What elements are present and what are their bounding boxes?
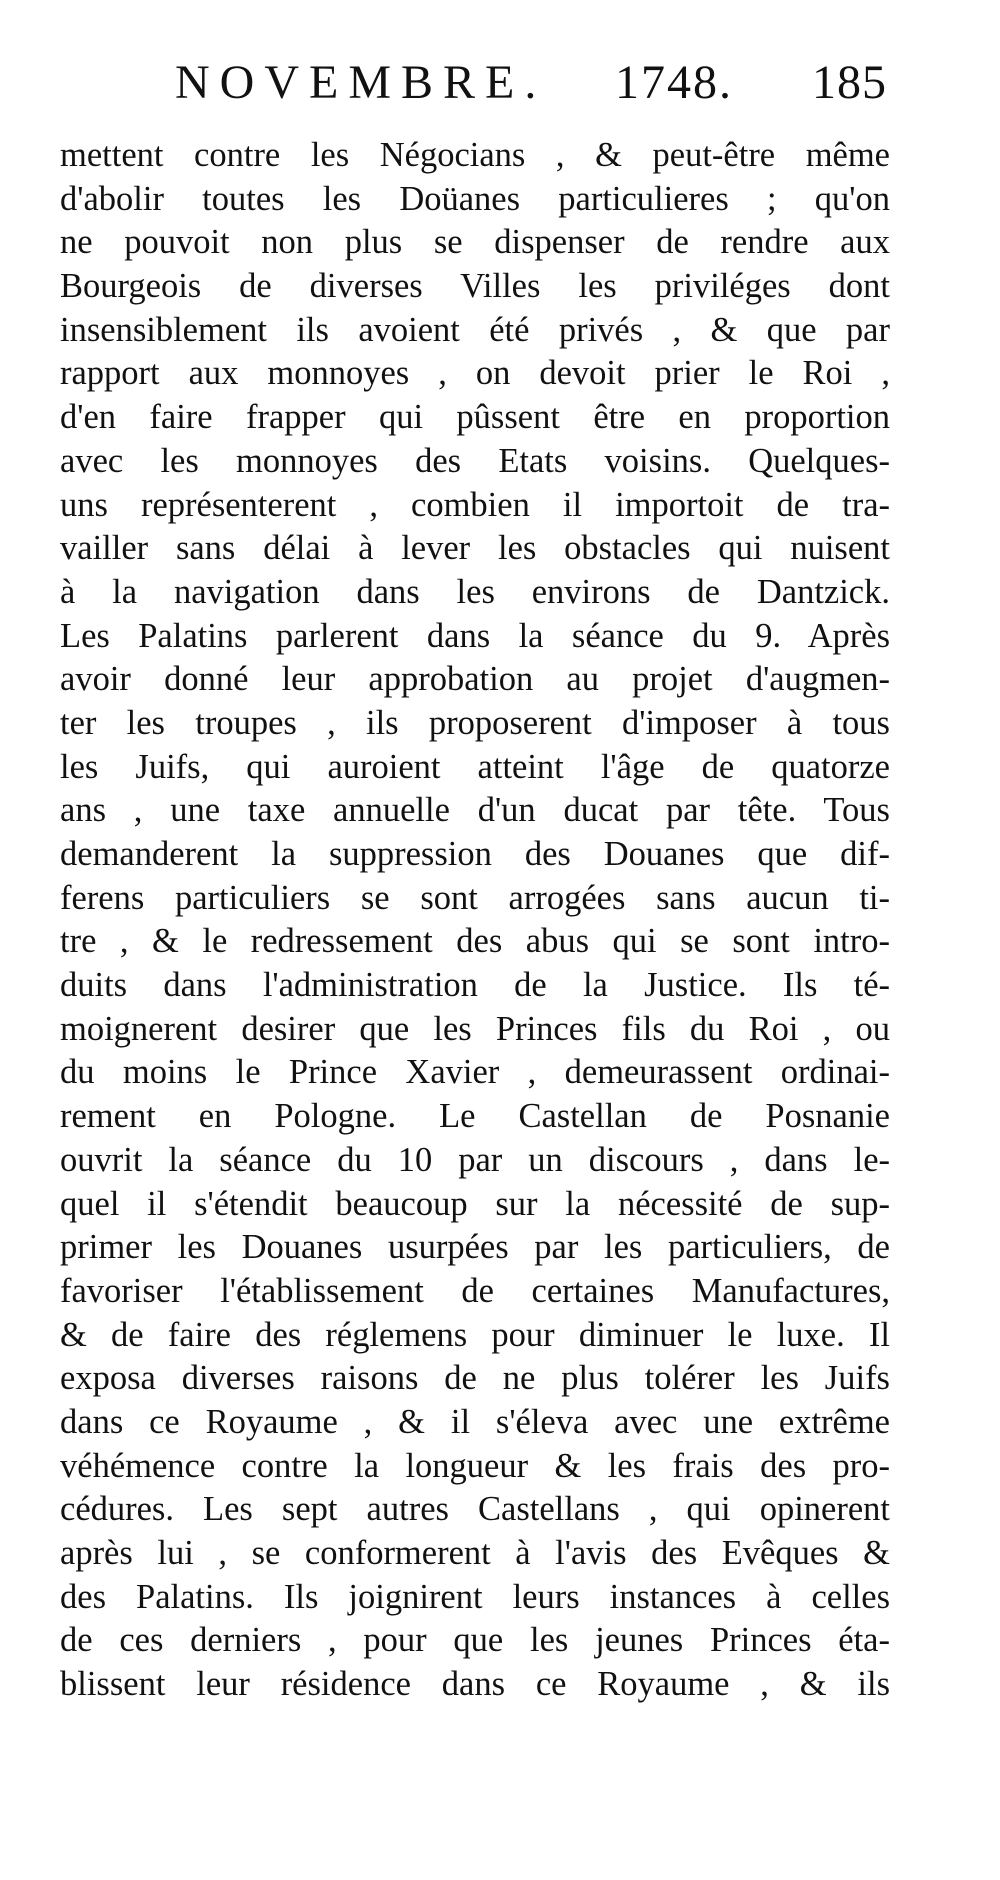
text-line: d'abolir toutes les Doüanes particulieres ; qu'on — [60, 179, 890, 218]
text-line: ferens particuliers se sont arrogées sans aucun ti- — [60, 878, 890, 917]
text-line: demanderent la suppression des Douanes que dif- — [60, 835, 890, 873]
running-head-title: NOVEMBRE. — [175, 56, 547, 109]
text-line: ouvrit la séance du 10 par un discours , dans le- — [60, 1140, 890, 1179]
text-line: ter les troupes , ils proposerent d'imposer à tous — [60, 703, 890, 742]
text-line: insensiblement ils avoient été privés , & que par — [60, 310, 890, 349]
text-line: tre , & le redressement des abus qui se sont intro- — [60, 922, 890, 961]
text-line: avoir donné leur approbation au projet d'augmen- — [60, 660, 890, 699]
body-text — [60, 134, 890, 1707]
text-line: exposa diverses raisons de ne plus tolérer les Juifs — [60, 1359, 890, 1398]
text-line: d'en faire frapper qui pûssent être en proportion — [60, 398, 890, 437]
text-line: rement en Pologne. Le Castellan de Posnanie — [60, 1097, 890, 1136]
text-line: à la navigation dans les environs de Dantzick. — [60, 572, 890, 611]
text-line: vailler sans délai à lever les obstacles qui nuisent — [60, 529, 890, 568]
text-line: quel il s'étendit beaucoup sur la nécessité de sup- — [60, 1184, 890, 1223]
text-line: blissent leur résidence dans ce Royaume , & ils — [60, 1665, 890, 1704]
text-line: cédures. Les sept autres Castellans , qui opinerent — [60, 1490, 890, 1529]
text-line: rapport aux monnoyes , on devoit prier le Roi , — [60, 354, 890, 393]
text-line: uns représenterent , combien il importoit de tra- — [60, 485, 890, 524]
text-line: ne pouvoit non plus se dispenser de rendre aux — [60, 223, 890, 262]
page-number: 185 — [812, 56, 887, 109]
text-line: moignerent desirer que les Princes fils du Roi , ou — [60, 1009, 890, 1048]
text-line: & de faire des réglemens pour diminuer le luxe. Il — [60, 1315, 890, 1354]
text-line: des Palatins. Ils joignirent leurs instances à celles — [60, 1577, 890, 1616]
text-line: dans ce Royaume , & il s'éleva avec une extrême — [60, 1402, 890, 1441]
text-line: du moins le Prince Xavier , demeurassent ordinai- — [60, 1053, 890, 1092]
text-line: favoriser l'établissement de certaines Manufactures, — [60, 1271, 890, 1310]
text-line: après lui , se conformerent à l'avis des Evêques & — [60, 1534, 890, 1572]
text-line: de ces derniers , pour que les jeunes Princes éta- — [60, 1621, 890, 1660]
running-head — [150, 48, 895, 118]
text-line: véhémence contre la longueur & les frais des pro- — [60, 1446, 890, 1485]
text-line: Bourgeois de diverses Villes les priviléges dont — [60, 267, 890, 306]
text-line: les Juifs, qui auroient atteint l'âge de quatorze — [60, 747, 890, 786]
running-head-year: 1748. — [615, 56, 733, 109]
text-line: Les Palatins parlerent dans la séance du 9. Après — [60, 616, 890, 655]
text-line: avec les monnoyes des Etats voisins. Quelques- — [60, 441, 890, 480]
text-line: duits dans l'administration de la Justice. Ils té- — [60, 966, 890, 1005]
text-line: ans , une taxe annuelle d'un ducat par tête. Tous — [60, 791, 890, 830]
text-line: mettent contre les Négocians , & peut-être même — [60, 136, 890, 174]
text-line: primer les Douanes usurpées par les particuliers, de — [60, 1228, 890, 1267]
